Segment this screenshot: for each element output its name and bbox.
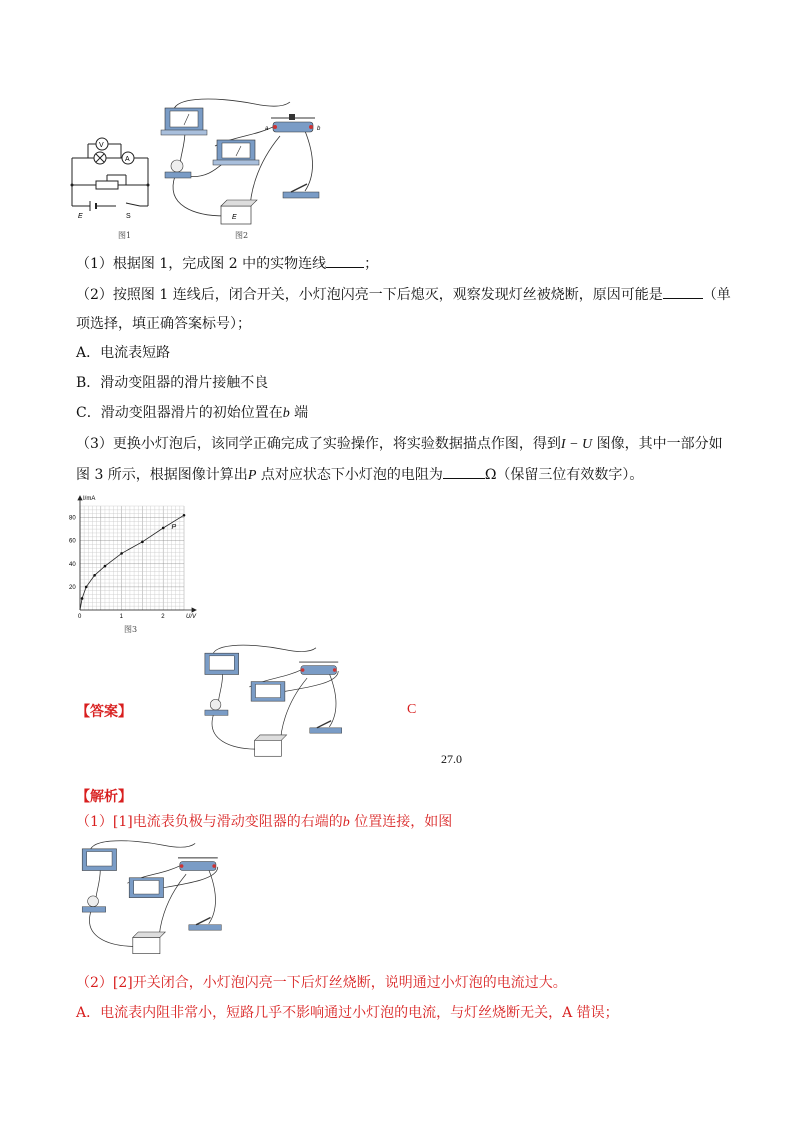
option-c-text: C．滑动变阻器滑片的初始位置在: [76, 405, 283, 421]
x-axis-arrow: [192, 608, 196, 612]
analysis-line-3: A．电流表内阻非常小，短路几乎不影响通过小灯泡的电流，与灯丝烧断无关，A 错误；: [76, 1005, 619, 1021]
data-point: [120, 552, 123, 555]
data-point: [85, 586, 88, 589]
answer-value: 27.0: [441, 752, 462, 766]
iu-curve: [80, 515, 184, 610]
y-tick-label: 80: [69, 515, 76, 522]
chart-xlabel: U/V: [186, 614, 197, 620]
answer-blank-2[interactable]: [663, 284, 703, 299]
question-3-var: I − U: [560, 437, 593, 452]
answer-blank-3[interactable]: [443, 464, 485, 479]
question-3-text: （3）更换小灯泡后，该同学正确完成了实验操作，将实验数据描点作图，得到: [76, 436, 561, 452]
switch-label: S: [126, 213, 131, 220]
data-point: [162, 527, 165, 530]
analysis-line-1-var: b: [342, 815, 350, 830]
question-1-text: （1）根据图 1，完成图 2 中的实物连线: [76, 256, 327, 272]
figure-1-circuit: [66, 126, 156, 241]
figure-2-apparatus: [155, 96, 335, 231]
analysis-line-1-text: （1）[1]电流表负极与滑动变阻器的右端的: [76, 814, 343, 830]
x-tick-label: 0: [78, 614, 82, 620]
battery-label: E: [78, 213, 83, 220]
answer-apparatus-figure: [196, 640, 356, 765]
battery-box-label: E: [232, 214, 237, 221]
rheostat-end-a: a: [265, 126, 269, 132]
analysis-line-1-end: 位置连接，如图: [349, 814, 453, 830]
question-2-end: （单: [702, 287, 731, 303]
option-a: A．电流表短路: [76, 345, 171, 361]
analysis-label: 【解析】: [76, 789, 132, 805]
data-point: [93, 574, 96, 577]
option-c-var: b: [282, 406, 290, 421]
data-point: [183, 514, 186, 517]
x-tick-label: 2: [161, 614, 165, 620]
answer-label: 【答案】: [76, 704, 132, 720]
data-point: [81, 597, 84, 600]
y-tick-label: 60: [69, 538, 76, 545]
question-2-line-1: [76, 284, 731, 305]
question-3-line-2-text: 图 3 所示，根据图像计算出: [76, 467, 248, 483]
question-3-line-2: [76, 464, 643, 486]
figure-3-iu-chart: [62, 494, 212, 628]
x-tick-label: 1: [119, 614, 123, 620]
question-1: [76, 253, 378, 274]
voltmeter-label: V: [99, 142, 104, 149]
option-b: B．滑动变阻器的滑片接触不良: [76, 375, 269, 391]
chart-point-p-label: P: [171, 523, 177, 531]
option-c: [76, 403, 308, 424]
figure-3-caption: 图3: [124, 625, 138, 634]
question-3-line-1: [76, 434, 723, 455]
question-2-text: （2）按照图 1 连线后，闭合开关，小灯泡闪亮一下后熄灭，观察发现灯丝被烧断，原因可能是: [76, 287, 663, 303]
question-3-text-end: 图像，其中一部分如: [592, 436, 723, 452]
ammeter-label: A: [125, 156, 130, 163]
figure-2-caption: 图2: [235, 231, 249, 240]
analysis-line-1: [76, 812, 452, 833]
question-3-line-2-mid: 点对应状态下小灯泡的电阻为: [256, 467, 443, 483]
figure-1-caption: 图1: [118, 231, 132, 240]
rheostat-end-b: b: [317, 126, 321, 132]
data-point: [104, 565, 107, 568]
analysis-apparatus-figure: [72, 838, 237, 960]
question-1-end: ；: [364, 256, 379, 272]
question-2-line-2: 项选择，填正确答案标号）；: [76, 316, 251, 332]
y-tick-label: 20: [69, 584, 76, 591]
y-axis-arrow: [78, 496, 82, 500]
data-point: [141, 541, 144, 544]
answer-blank-1[interactable]: [326, 253, 364, 268]
option-c-end: 端: [289, 405, 309, 421]
analysis-line-2: （2）[2]开关闭合，小灯泡闪亮一下后灯丝烧断，说明通过小灯泡的电流过大。: [76, 975, 567, 991]
question-3-line-2-end: Ω（保留三位有效数字）。: [484, 467, 644, 483]
point-p-var: P: [247, 468, 257, 483]
chart-ylabel: I/mA: [83, 496, 96, 502]
y-tick-label: 40: [69, 561, 76, 568]
answer-choice: C: [407, 702, 417, 717]
